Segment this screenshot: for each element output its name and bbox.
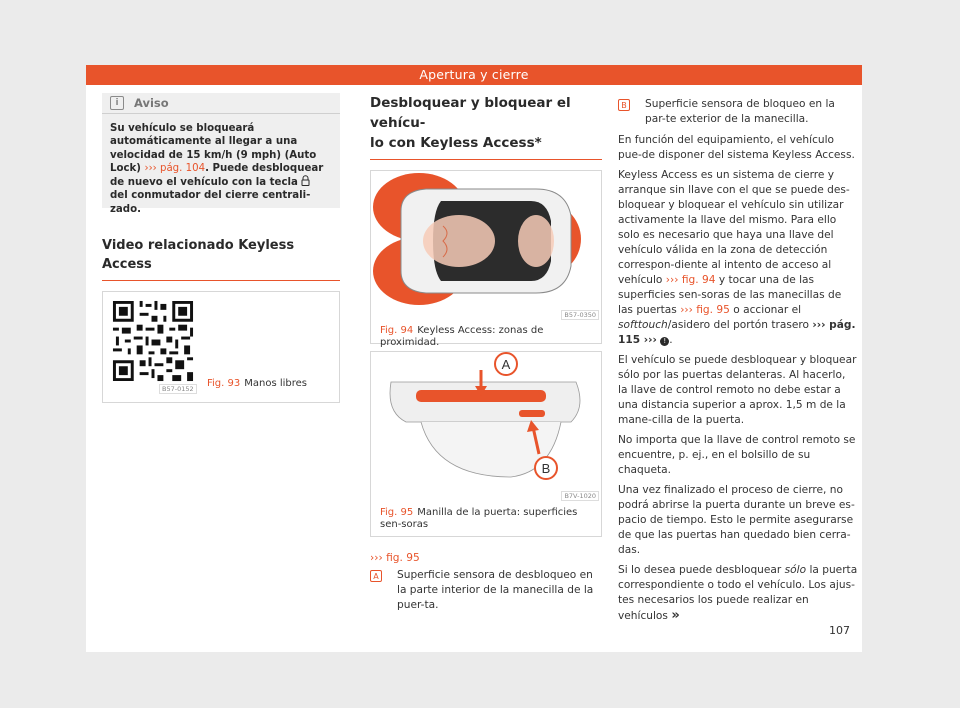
- figure-caption-text: Manos libres: [244, 378, 307, 389]
- paragraph: Una vez finalizado el proceso de cierre, no podrá abrirse la puerta durante un breve es-pacio de tiempo. Esto le permite asegurarse de que las puertas han quedado bien cerra-das.: [618, 484, 855, 556]
- paragraph-emphasis: sólo: [784, 564, 807, 576]
- video-section-title: Video relacionado Keyless Access: [102, 238, 295, 272]
- paragraph-emphasis: softtouch: [618, 319, 668, 331]
- callout-marker: B: [618, 99, 630, 111]
- legend-item-a: [370, 568, 602, 613]
- figure-reference-link[interactable]: ››› fig. 94: [665, 274, 716, 286]
- page-number: 107: [829, 624, 850, 637]
- column-left: [102, 93, 340, 403]
- notice-header: [102, 93, 340, 114]
- figure-95: [370, 351, 602, 537]
- notice-text-part: . Puede desbloquear de nuevo el vehículo con la tecla: [110, 162, 324, 189]
- section-divider: [370, 159, 602, 160]
- paragraph: [618, 563, 858, 624]
- page-reference-link[interactable]: ››› pág. 104: [144, 162, 206, 174]
- paragraph-text: o accionar el: [733, 304, 802, 316]
- section-title-line: lo con Keyless Access*: [370, 135, 542, 151]
- figure-caption: [380, 325, 601, 349]
- car-proximity-zones-image: [371, 171, 601, 319]
- figure-caption-text: Keyless Access: zonas de proximidad.: [380, 325, 544, 348]
- notice-text-part: del conmutador del cierre centralizado.: [110, 190, 311, 215]
- legend-block: [370, 551, 602, 613]
- section-divider: [102, 280, 340, 281]
- legend-text: Superficie sensora de desbloqueo en la parte interior de la manecilla de la puer-ta.: [397, 569, 594, 611]
- legend-item-b: [618, 97, 858, 127]
- chapter-header: Apertura y cierre: [86, 65, 862, 85]
- figure-reference-link[interactable]: ››› fig. 95: [680, 304, 730, 316]
- figure-code: B57-0152: [159, 384, 197, 394]
- marker-a-label: A: [501, 357, 511, 372]
- marker-b-label: B: [541, 461, 551, 476]
- paragraph: En función del equipamiento, el vehículo pue-de disponer del sistema Keyless Access.: [618, 134, 855, 161]
- info-icon: i: [110, 96, 124, 110]
- figure-93: [102, 291, 340, 403]
- qr-code-image[interactable]: [110, 298, 196, 384]
- paragraph: No importa que la llave de control remoto se encuentre, p. ej., en el bolsillo de su chaqueta.: [618, 434, 856, 476]
- paragraph: Keyless Access es un sistema de cierre y arranque sin llave con el que se puede des-bloquear y bloquear el vehículo sin utilizar activamente la llave del mismo. Para ello solo es necesario que haya una llave del vehículo válida en la zona de detección correspon-diente al intento de acceso al vehículo ››› fig. 94 y tocar una de las superficies sen-soras de las manecillas de las puertas ››› fig. 95 o accionar el softtouch/asidero del portón trasero ››› pág. 115 ››› ! .: [618, 169, 856, 346]
- paragraph: El vehículo se puede desbloquear y bloquear sólo por las puertas delanteras. Al hacerlo, la llave de control remoto no debe estar a una distancia superior a aprox. 1,5 m de la mane-cilla de la puerta.: [618, 354, 857, 426]
- figure-code: B57-0350: [561, 310, 599, 320]
- figure-caption: [207, 378, 307, 390]
- continue-marker: »: [671, 608, 680, 623]
- figure-label: Fig. 94: [380, 325, 414, 336]
- notice-heading: Aviso: [134, 96, 169, 110]
- figure-94: [370, 170, 602, 348]
- paragraph-text: y tocar una de las superficies sen-soras de las manecillas de las puertas: [618, 274, 842, 316]
- paragraph-text: Keyless Access es un sistema de cierre y arranque sin llave con el que se puede des-bloquear y bloquear el vehículo sin utilizar activamente la llave del mismo. Para ello solo es necesario que haya una llave del vehículo válida en la zona de detección correspon-diente al intento de acceso al vehículo: [618, 169, 850, 286]
- paragraph-text: la puerta correspondiente o todo el vehículo. Los ajus-tes necesarios los puede realizar en vehículos: [618, 564, 858, 622]
- notice-text-part: Su vehículo se bloqueará automáticamente al llegar a una velocidad de 15 km/h (9 mph) (Auto Lock): [110, 123, 317, 174]
- figure-label: Fig. 95: [380, 507, 414, 518]
- figure-label: Fig. 93: [207, 378, 241, 389]
- figure-code: B7V-1020: [561, 491, 599, 501]
- legend-text: Superficie sensora de bloqueo en la par-te exterior de la manecilla.: [645, 98, 835, 125]
- lock-icon: [301, 175, 310, 186]
- keyless-section-title: [370, 93, 602, 153]
- warning-icon: !: [660, 337, 669, 346]
- paragraph-text: Si lo desea puede desbloquear: [618, 564, 782, 576]
- column-right: [618, 97, 858, 629]
- notice-box: [102, 93, 340, 215]
- figure-caption: [380, 507, 590, 531]
- paragraph-text: /asidero del portón trasero: [667, 319, 809, 331]
- callout-marker: A: [370, 570, 382, 582]
- manual-page: [86, 65, 862, 652]
- notice-text: [102, 114, 340, 216]
- door-handle-image: [371, 352, 601, 498]
- page-reference-link[interactable]: ››› pág. 115 ›››: [618, 319, 856, 346]
- column-middle: [370, 93, 602, 613]
- figure-reference-link[interactable]: ››› fig. 95: [370, 552, 420, 564]
- section-title-line: Desbloquear y bloquear el vehícu-: [370, 95, 571, 131]
- figure-caption-text: Manilla de la puerta: superficies sen-soras: [380, 507, 578, 530]
